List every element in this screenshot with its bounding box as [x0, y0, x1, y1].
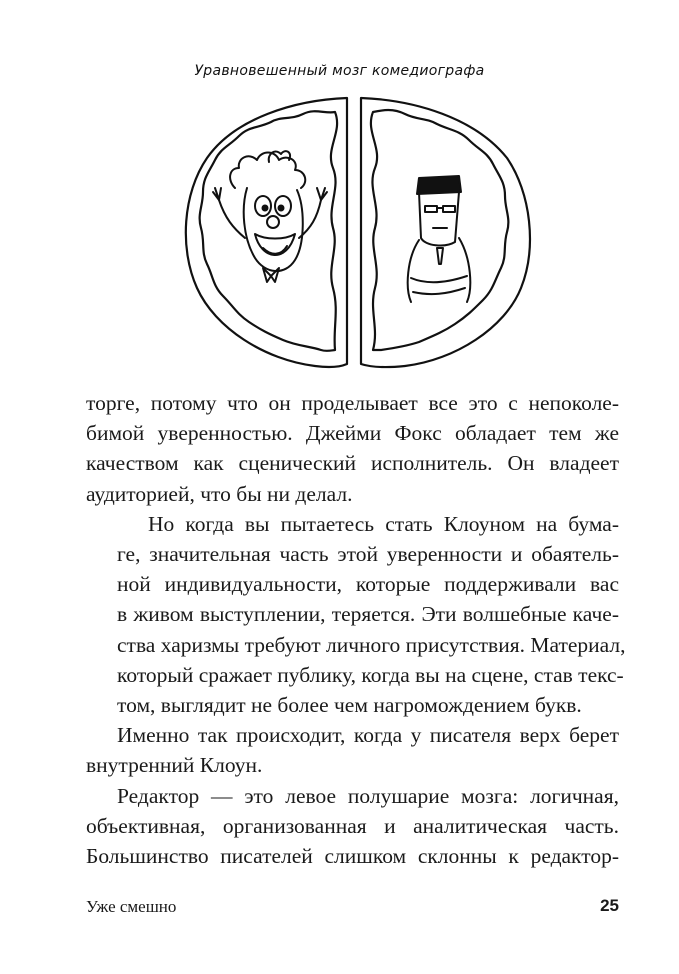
text-line: внутренний Клоун. [86, 753, 263, 778]
text-line: который сражает публику, когда вы на сцене, став текс- [117, 662, 624, 687]
paragraph-2 [86, 509, 626, 720]
text-line: том, выглядит не более чем нагромождением букв. [117, 693, 582, 718]
text-line: ге, значительная часть этой уверенности и обаятель- [117, 542, 619, 567]
text-line: ной индивидуальности, которые поддерживали вас [117, 572, 619, 597]
text-line: Редактор — это левое полушарие мозга: логичная, [117, 783, 619, 808]
page-number: 25 [600, 896, 619, 915]
paragraph-3 [86, 720, 619, 780]
clown-figure [213, 151, 327, 282]
text-line: торге, потому что он проделывает все это с непоколе- [86, 391, 619, 415]
paragraph-1 [86, 388, 619, 509]
body-text [86, 388, 626, 871]
right-hemisphere [361, 98, 530, 367]
left-hemisphere-inner [200, 111, 337, 351]
text-line: объективная, организованная и аналитическая часть. [86, 813, 619, 838]
brain-illustration [175, 88, 545, 378]
text-line: ства харизмы требуют личного присутствия. Материал, [117, 632, 626, 657]
text-line: Именно так происходит, когда у писателя верх берет [117, 723, 619, 748]
text-line: аудиторией, что бы ни делал. [86, 481, 353, 506]
right-hemisphere-inner [371, 110, 508, 350]
text-line: Большинство писателей слишком склонны к редактор- [86, 844, 619, 869]
text-line: Но когда вы пытаетесь стать Клоуном на бума- [148, 511, 619, 536]
left-hemisphere [186, 98, 347, 367]
text-line: в живом выступлении, теряется. Эти волшебные каче- [117, 602, 619, 627]
editor-figure [408, 176, 471, 302]
paragraph-4 [86, 781, 619, 872]
running-footer-title: Уже смешно [86, 897, 177, 916]
illustration-caption: Уравновешенный мозг комедиографа [194, 63, 485, 79]
text-line: бимой уверенностью. Джейми Фокс обладает тем же [86, 421, 619, 446]
text-line: качеством как сценический исполнитель. Он владеет [86, 451, 619, 476]
